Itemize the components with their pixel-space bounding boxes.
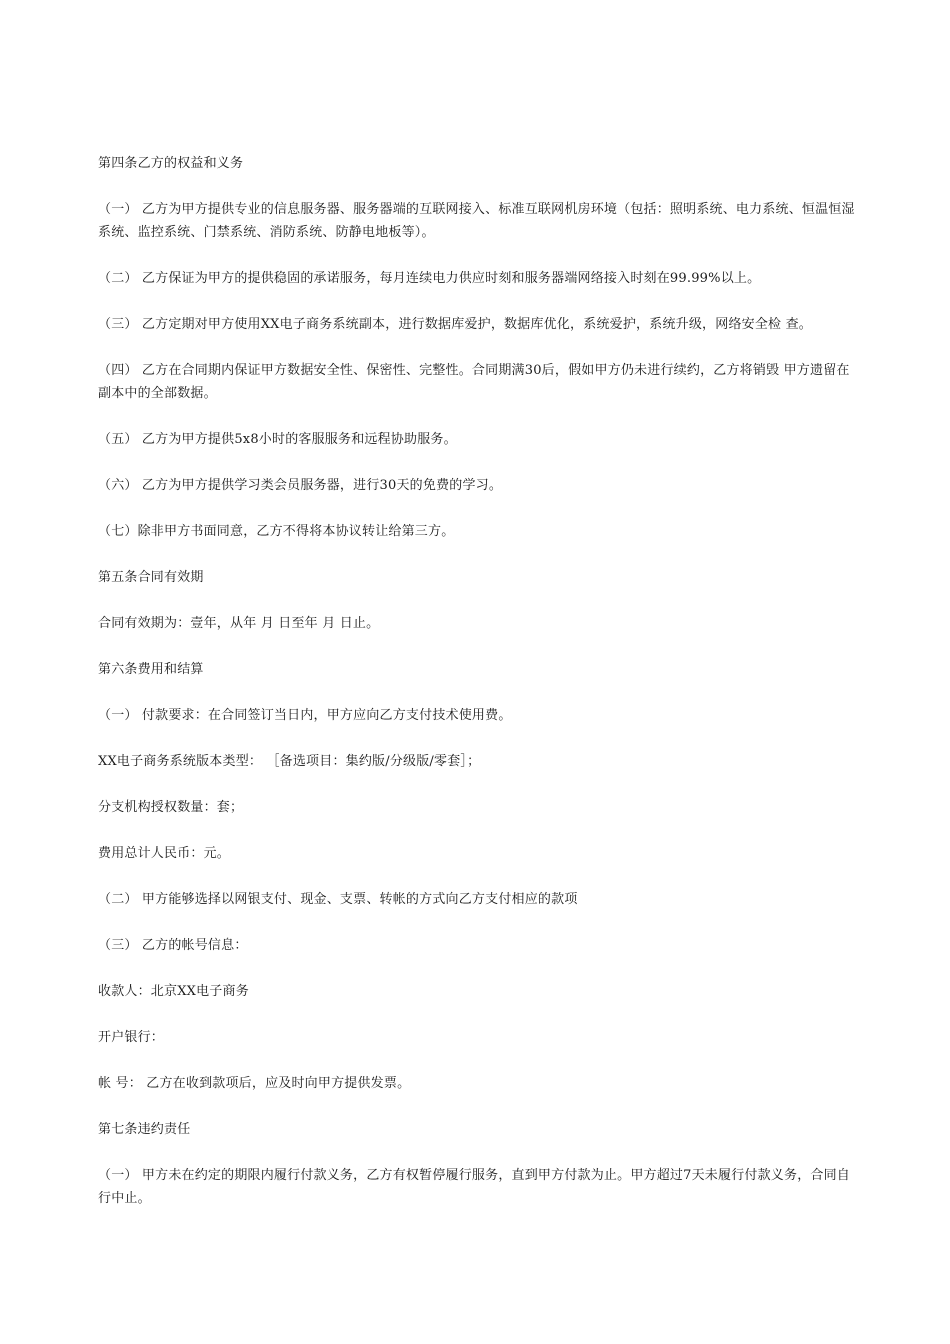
- contract-term: 合同有效期为：壹年，从年 月 日至年 月 日止。: [98, 616, 380, 631]
- branch-license-count: 分支机构授权数量：套；: [98, 800, 244, 815]
- clause-6-2: （二） 甲方能够选择以网银支付、现金、支票、转帐的方式向乙方支付相应的款项: [98, 892, 578, 907]
- clause-7-1: （一） 甲方未在约定的期限内履行付款义务，乙方有权暂停履行服务，直到甲方付款为止。甲方超过7天未履行付款义务，合同自行中止。: [98, 1168, 851, 1206]
- section-heading-article-6: 第六条费用和结算: [98, 662, 204, 677]
- clause-4-4: （四） 乙方在合同期内保证甲方数据安全性、保密性、完整性。合同期满30后，假如甲方仍未进行续约，乙方将销毁 甲方遗留在副本中的全部数据。: [98, 363, 850, 401]
- clause-4-1: （一） 乙方为甲方提供专业的信息服务器、服务器端的互联网接入、标准互联网机房环境（包括：照明系统、电力系统、恒温恒湿系统、监控系统、门禁系统、消防系统、防静电地板等）。: [98, 202, 855, 240]
- clause-6-3: （三） 乙方的帐号信息：: [98, 938, 248, 953]
- section-heading-article-5: 第五条合同有效期: [98, 570, 204, 585]
- section-heading-article-4: 第四条乙方的权益和义务: [98, 156, 244, 171]
- clause-4-2: （二） 乙方保证为甲方的提供稳固的承诺服务，每月连续电力供应时刻和服务器端网络接入时刻在99.99%以上。: [98, 271, 761, 286]
- clause-6-1: （一） 付款要求：在合同签订当日内，甲方应向乙方支付技术使用费。: [98, 708, 512, 723]
- payee: 收款人：北京XX电子商务: [98, 984, 249, 999]
- clause-4-6: （六） 乙方为甲方提供学习类会员服务器，进行30天的免费的学习。: [98, 478, 503, 493]
- clause-4-5: （五） 乙方为甲方提供5x8小时的客服服务和远程协助服务。: [98, 432, 457, 447]
- account-number: 帐 号： 乙方在收到款项后，应及时向甲方提供发票。: [98, 1076, 411, 1091]
- clause-4-3: （三） 乙方定期对甲方使用XX电子商务系统副本，进行数据库爱护，数据库优化，系统爱护，系统升级，网络安全检 查。: [98, 317, 812, 332]
- bank: 开户银行：: [98, 1030, 165, 1045]
- section-heading-article-7: 第七条违约责任: [98, 1122, 191, 1137]
- clause-4-7: （七）除非甲方书面同意，乙方不得将本协议转让给第三方。: [98, 524, 455, 539]
- total-fee: 费用总计人民币：元。: [98, 846, 231, 861]
- version-type: XX电子商务系统版本类型： ［备选项目：集约版/分级版/零套］；: [98, 754, 481, 769]
- document-page: [98, 152, 858, 1233]
